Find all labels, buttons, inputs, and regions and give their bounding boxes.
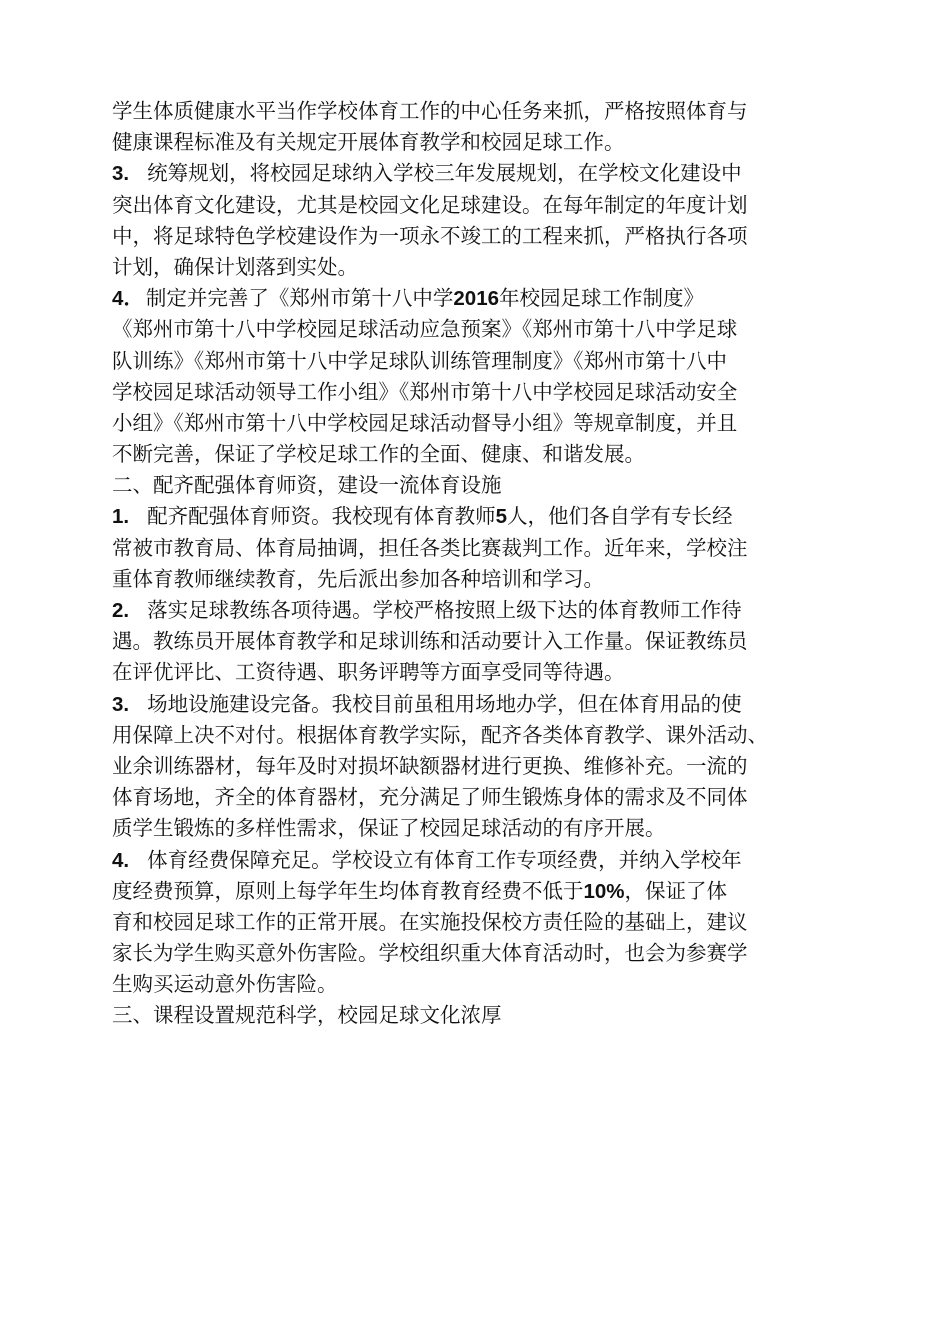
year-number: 2016: [453, 287, 500, 311]
item-number: 4.: [112, 848, 130, 872]
list-item-heading: 2. 落实足球教练各项待遇。学校严格按照上级下达的体育教师工作待: [112, 598, 742, 622]
text-line: 用保障上决不对付。根据体育教学实际，配齐各类体育教学、课外活动、: [112, 722, 768, 747]
text-line: 学校园足球活动领导工作小组》《郑州市第十八中学校园足球活动安全: [112, 379, 738, 404]
text-line: 遇。教练员开展体育教学和足球训练和活动要计入工作量。保证教练员: [112, 629, 748, 654]
text-line: 队训练》《郑州市第十八中学足球队训练管理制度》《郑州市第十八中: [112, 348, 727, 373]
item-number: 2.: [112, 599, 130, 622]
text-line: 育和校园足球工作的正常开展。在实施投保校方责任险的基础上，建议: [112, 909, 748, 934]
text-line: 体育场地，齐全的体育器材，充分满足了师生锻炼身体的需求及不同体: [112, 785, 748, 810]
funding-percent: 10%: [583, 879, 625, 903]
item-number: 1.: [112, 505, 130, 529]
text-line: 在评优评比、工资待遇、职务评聘等方面享受同等待遇。: [112, 660, 625, 685]
text-line: 计划，确保计划落到实处。: [112, 254, 358, 279]
text-line: 小组》《郑州市第十八中学校园足球活动督导小组》等规章制度，并且: [112, 410, 738, 435]
text-line: 突出体育文化建设，尤其是校园文化足球建设。在每年制定的年度计划: [112, 192, 748, 217]
item-number: 4．: [112, 287, 144, 311]
text-line: 健康课程标准及有关规定开展体育教学和校园足球工作。: [112, 130, 625, 155]
list-item-heading: 4．制定并完善了《郑州市第十八中学2016年校园足球工作制度》: [112, 286, 705, 311]
section-heading: 二、配齐配强体育师资，建设一流体育设施: [112, 473, 502, 498]
item-number: 3.: [112, 692, 130, 716]
list-item-heading: 3. 统筹规划，将校园足球纳入学校三年发展规划，在学校文化建设中: [112, 161, 742, 186]
text-line: 《郑州市第十八中学校园足球活动应急预案》《郑州市第十八中学足球: [112, 317, 738, 342]
text-line: 学生体质健康水平当作学校体育工作的中心任务来抓，严格按照体育与: [112, 99, 748, 123]
item-number: 3.: [112, 162, 130, 186]
text-line: 常被市教育局、体育局抽调，担任各类比赛裁判工作。近年来，学校注: [112, 535, 748, 560]
text-line: 家长为学生购买意外伤害险。学校组织重大体育活动时，也会为参赛学: [112, 941, 748, 966]
text-line: 业余训练器材，每年及时对损坏缺额器材进行更换、维修补充。一流的: [112, 753, 748, 778]
list-item-heading: 4. 体育经费保障充足。学校设立有体育工作专项经费，并纳入学校年: [112, 847, 742, 872]
text-line: 质学生锻炼的多样性需求，保证了校园足球活动的有序开展。: [112, 816, 666, 841]
document-body: [112, 96, 852, 1032]
text-line: 不断完善，保证了学校足球工作的全面、健康、和谐发展。: [112, 442, 645, 467]
teacher-count: 5: [495, 505, 508, 529]
list-item-heading: 1. 配齐配强体育师资。我校现有体育教师5人，他们各自学有专长经: [112, 504, 733, 529]
list-item-heading: 3. 场地设施建设完备。我校目前虽租用场地办学，但在体育用品的使: [112, 691, 742, 716]
text-line: 中，将足球特色学校建设作为一项永不竣工的工程来抓，严格执行各项: [112, 223, 748, 248]
section-heading: 三、课程设置规范科学，校园足球文化浓厚: [112, 1003, 502, 1028]
text-line: 度经费预算，原则上每学年生均体育教育经费不低于10%，保证了体: [112, 878, 728, 903]
text-line: 重体育教师继续教育，先后派出参加各种培训和学习。: [112, 566, 604, 591]
text-line: 生购买运动意外伤害险。: [112, 972, 338, 997]
